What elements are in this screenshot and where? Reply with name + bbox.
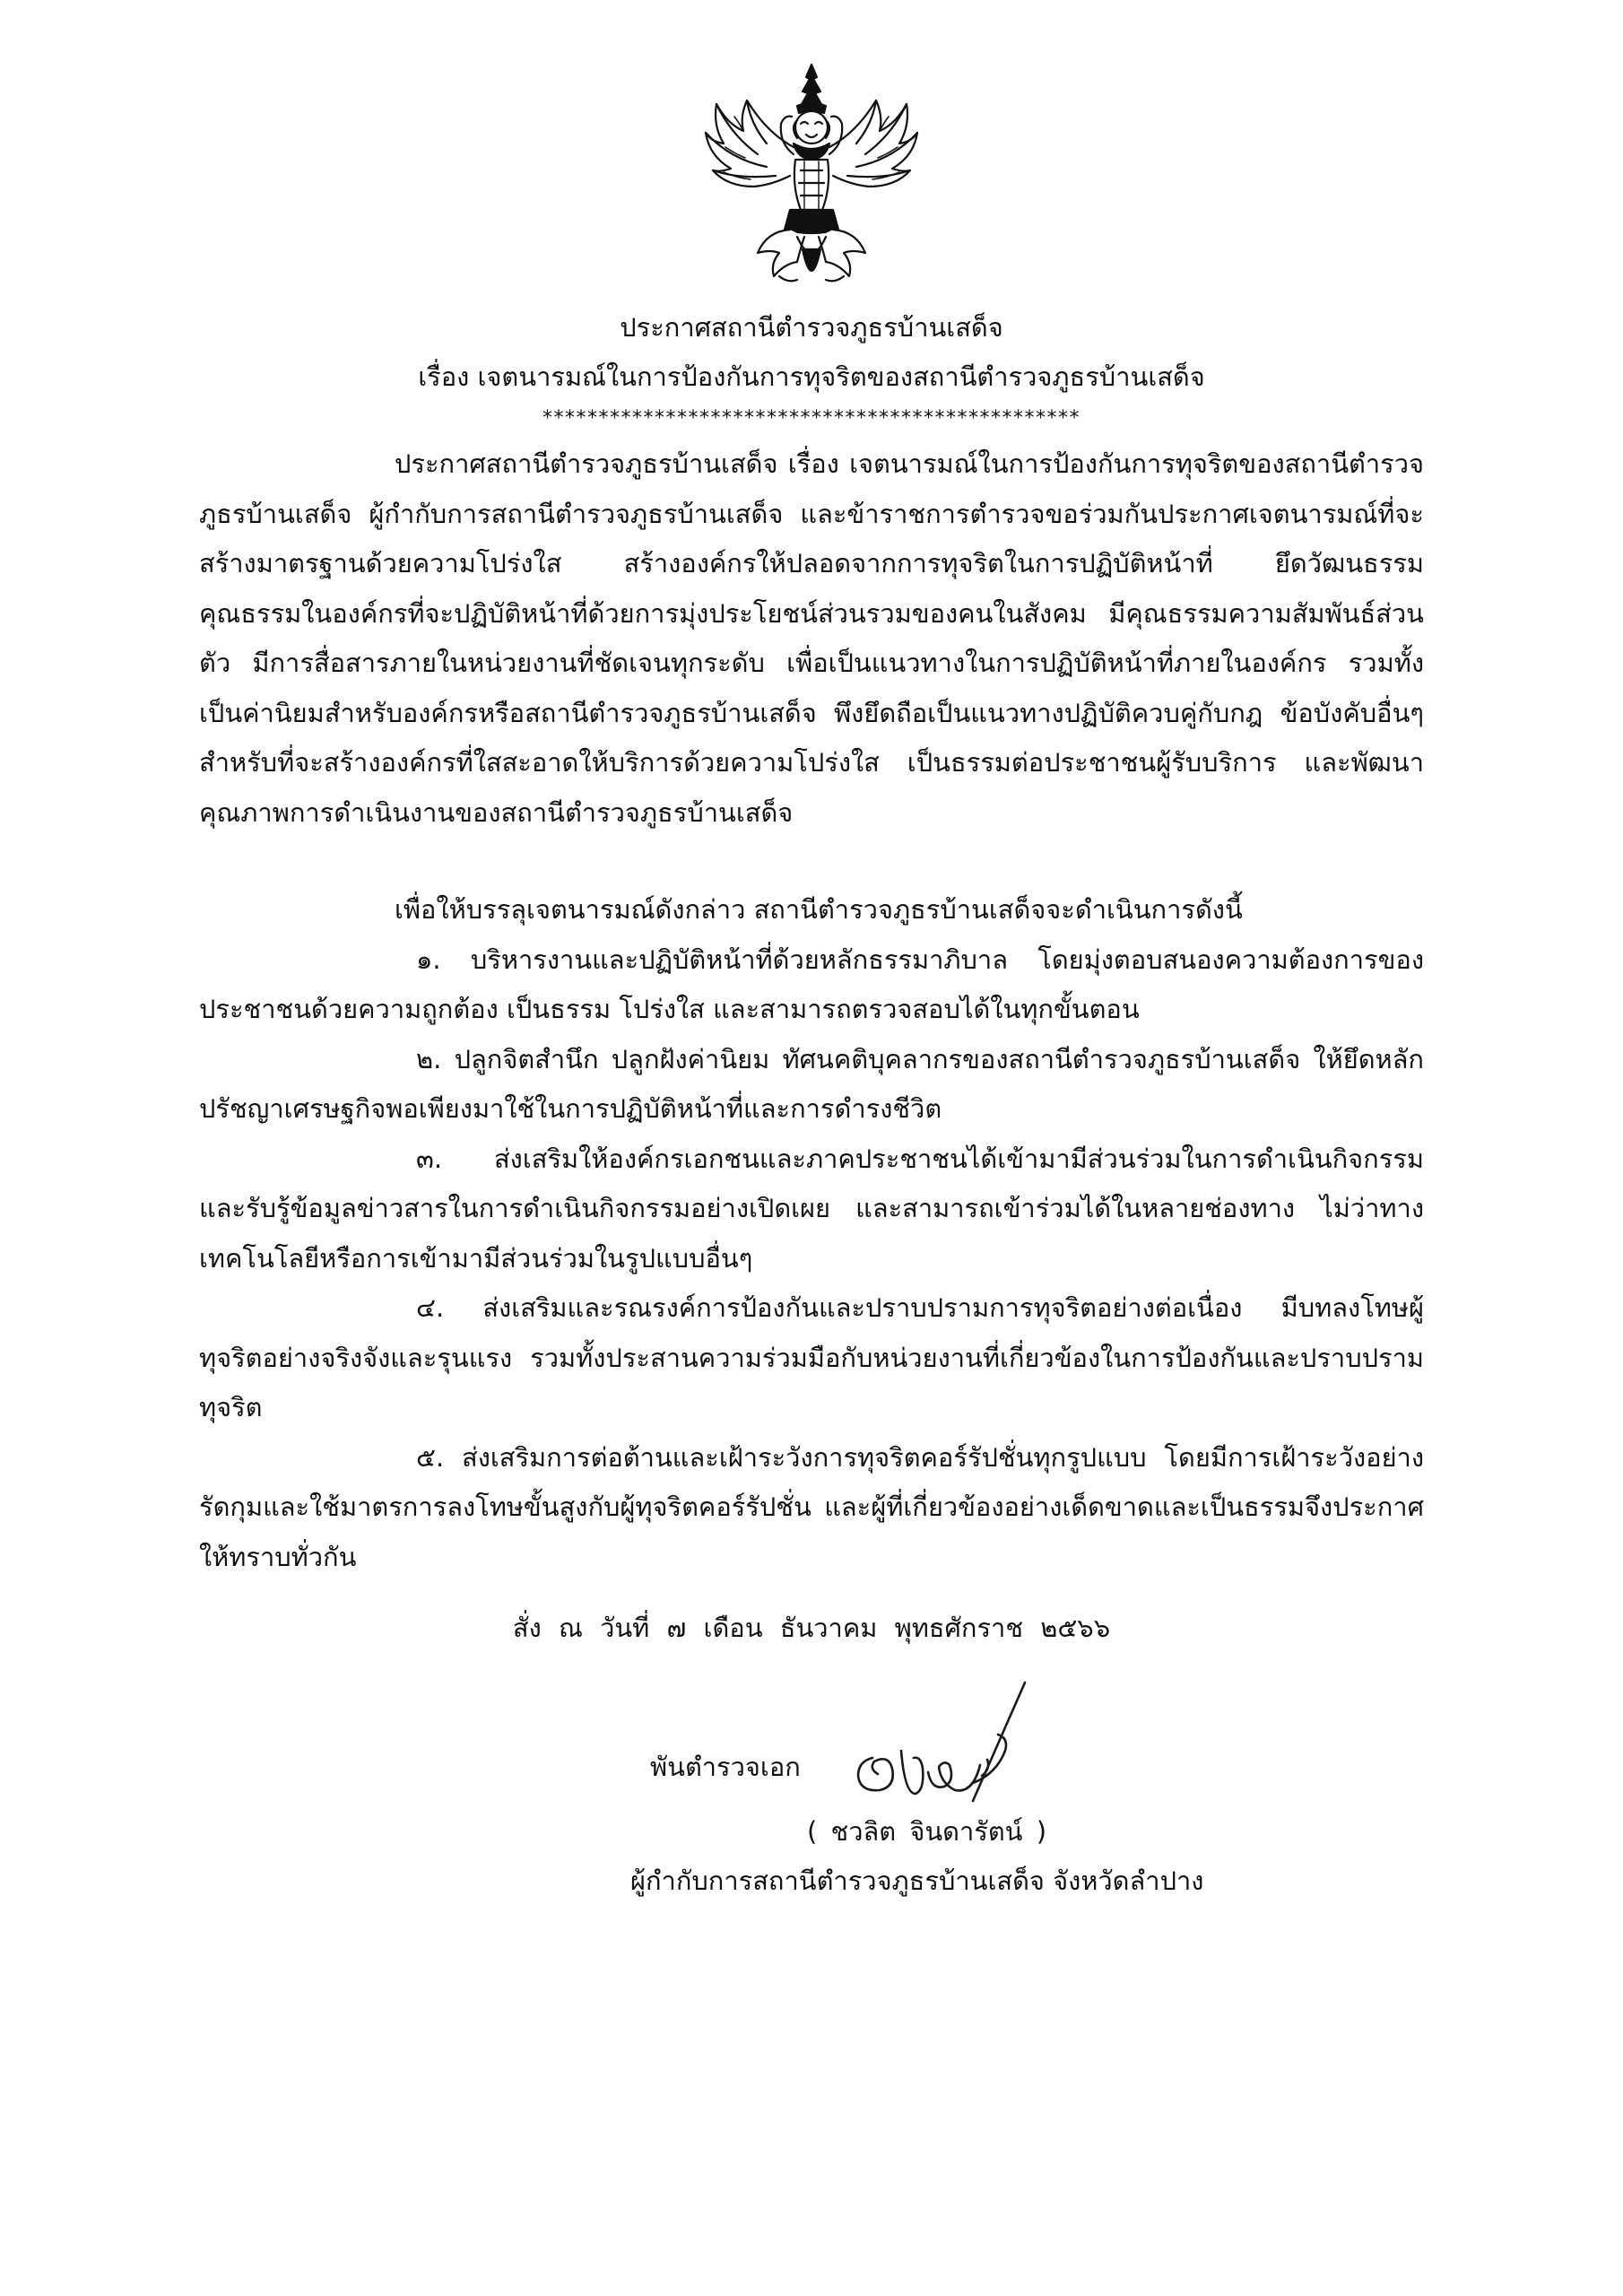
commitments-lead: เพื่อให้บรรลุเจตนารมณ์ดังกล่าว สถานีตำรวจภูธรบ้านเสด็จจะดำเนินการดังนี้ bbox=[395, 894, 1243, 925]
commitment-item-2: ๒. ปลูกจิตสำนึก ปลูกฝังค่านิยม ทัศนคติบุคลากรของสถานีตำรวจภูธรบ้านเสด็จ ให้ยึดหลักปรัชญาเศรษฐกิจพอเพียงมาใช้ในการปฏิบัติหน้าที่และการดำรงชีวิต bbox=[199, 1043, 1424, 1124]
commitment-item-1: ๑. บริหารงานและปฏิบัติหน้าที่ด้วยหลักธรรมาภิบาล โดยมุ่งตอบสนองความต้องการของประชาชนด้วยความถูกต้อง เป็นธรรม โปร่งใส และสามารถตรวจสอบได้ในทุกขั้นตอน bbox=[199, 944, 1424, 1024]
separator-line: ************************************************ bbox=[542, 407, 1081, 430]
commitment-item-4: ๔. ส่งเสริมและรณรงค์การป้องกันและปราบปรามการทุจริตอย่างต่อเนื่อง มีบทลงโทษผู้ทุจริตอย่างจริงจังและรุนแรง รวมทั้งประสานความร่วมมือกับหน่วยงานที่เกี่ยวข้องในการป้องกันและปราบปรามทุจริต bbox=[199, 1292, 1424, 1422]
garuda-emblem-icon bbox=[704, 61, 919, 296]
signer-rank: พันตำรวจเอก bbox=[650, 1752, 801, 1782]
intro-paragraph: ประกาศสถานีตำรวจภูธรบ้านเสด็จ เรื่อง เจตนารมณ์ในการป้องกันการทุจริตของสถานีตำรวจภูธรบ้านเสด็จ ผู้กำกับการสถานีตำรวจภูธรบ้านเสด็จ และข้าราชการตำรวจขอร่วมกันประกาศเจตนารมณ์ที่จะสร้างมาตรฐานด้วยความโปร่งใส สร้างองค์กรให้ปลอดจากการทุจริตในการปฏิบัติหน้าที่ ยึดวัฒนธรรม คุณธรรมในองค์กรที่จะปฏิบัติหน้าที่ด้วยการมุ่งประโยชน์ส่วนรวมของคนในสังคม มีคุณธรรมความสัมพันธ์ส่วนตัว มีการสื่อสารภายในหน่วยงานที่ชัดเจนทุกระดับ เพื่อเป็นแนวทางในการปฏิบัติหน้าที่ภายในองค์กร รวมทั้งเป็นค่านิยมสำหรับองค์กรหรือสถานีตำรวจภูธรบ้านเสด็จ พึงยึดถือเป็นแนวทางปฏิบัติควบคู่กับกฎ ข้อบังคับอื่นๆ สำหรับที่จะสร้างองค์กรที่ใสสะอาดให้บริการด้วยความโปร่งใส เป็นธรรมต่อประชาชนผู้รับบริการ และพัฒนาคุณภาพการดำเนินงานของสถานีตำรวจภูธรบ้านเสด็จ bbox=[199, 448, 1424, 828]
signer-name: ( ชวลิต จินดารัตน์ ) bbox=[807, 1816, 1047, 1847]
announcement-subject: เรื่อง เจตนารมณ์ในการป้องกันการทุจริตของสถานีตำรวจภูธรบ้านเสด็จ bbox=[418, 361, 1205, 392]
announcement-title: ประกาศสถานีตำรวจภูธรบ้านเสด็จ bbox=[620, 312, 1003, 343]
commitment-item-5: ๕. ส่งเสริมการต่อต้านและเฝ้าระวังการทุจริตคอร์รัปชั่นทุกรูปแบบ โดยมีการเฝ้าระวังอย่างรัดกุมและใช้มาตรการลงโทษขั้นสูงกับผู้ทุจริตคอร์รัปชั่น และผู้ที่เกี่ยวข้องอย่างเด็ดขาดและเป็นธรรมจึงประกาศให้ทราบทั่วกัน bbox=[199, 1441, 1424, 1572]
commitment-item-3: ๓. ส่งเสริมให้องค์กรเอกชนและภาคประชาชนได้เข้ามามีส่วนร่วมในการดำเนินกิจกรรมและรับรู้ข้อมูลข่าวสารในการดำเนินกิจกรรมอย่างเปิดเผย และสามารถเข้าร่วมได้ในหลายช่องทาง ไม่ว่าทางเทคโนโลยีหรือการเข้ามามีส่วนร่วมในรูปแบบอื่นๆ bbox=[199, 1143, 1424, 1274]
signer-title: ผู้กำกับการสถานีตำรวจภูธรบ้านเสด็จ จังหวัดลำปาง bbox=[630, 1866, 1204, 1896]
issue-date: สั่ง ณ วันที่ ๗ เดือน ธันวาคม พุทธศักราช ๒๕๖๖ bbox=[512, 1613, 1111, 1643]
commitments-section bbox=[199, 885, 1424, 1582]
handwritten-signature bbox=[838, 1675, 1054, 1819]
